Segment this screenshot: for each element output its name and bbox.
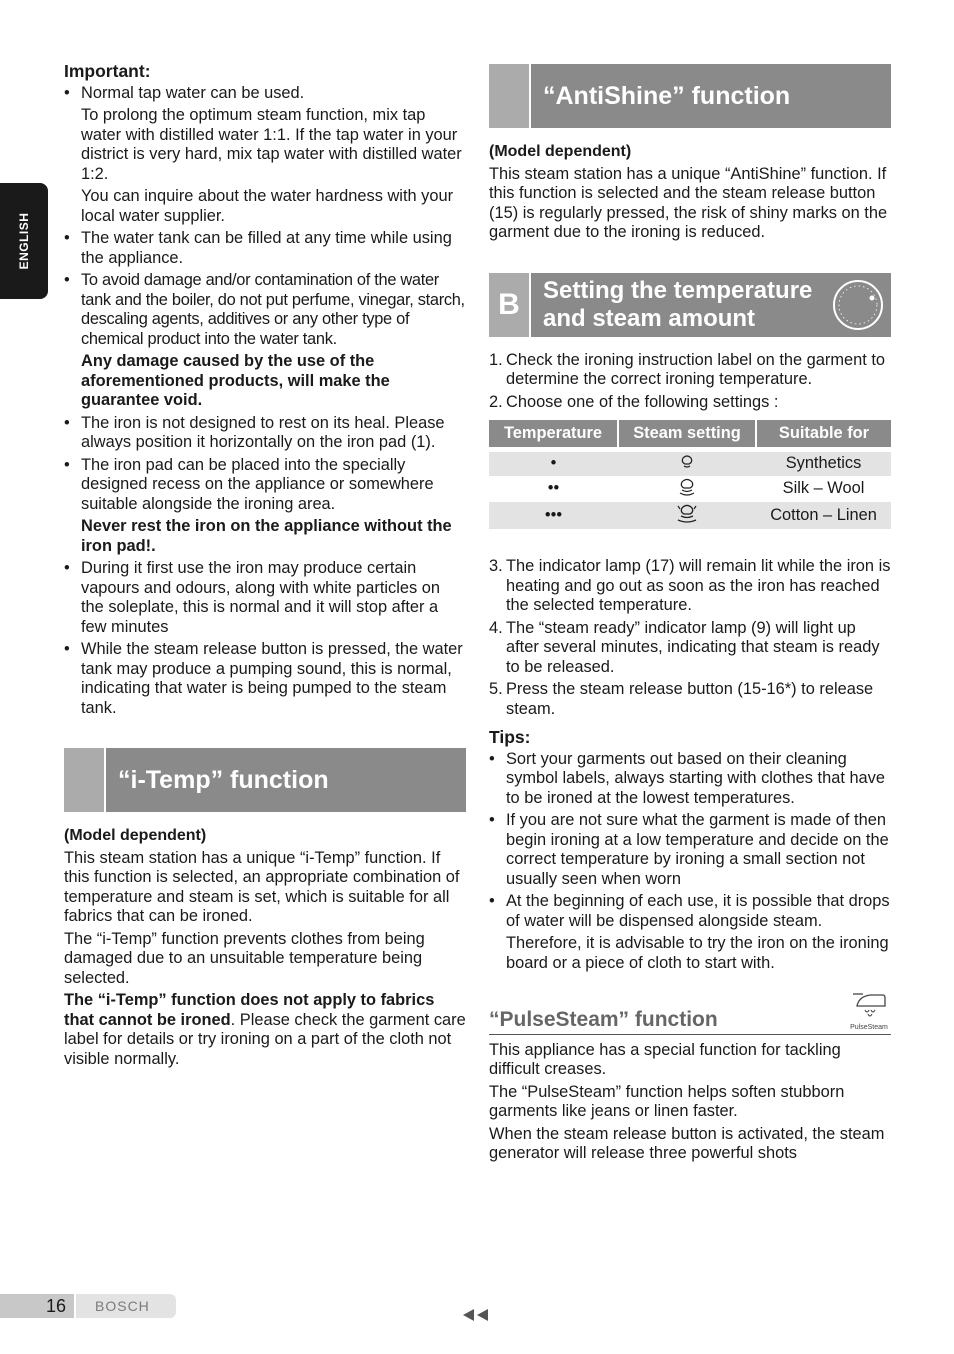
table-row	[489, 502, 891, 530]
important-bullet-3: • To avoid damage and/or contamination of the water tank and the boiler, do not put perfume, vinegar, starch, descaling agents, additives or any other type of chemical product into the water tank.	[64, 271, 466, 349]
temperature-dots: •	[489, 452, 618, 476]
steam-low-icon	[618, 452, 756, 476]
fabric-label: Silk – Wool	[782, 479, 865, 497]
important-bullet-7: • While the steam release button is pressed, the water tank may produce a pumping sound, this is normal, indicating that water is being pumped to the steam tank.	[64, 640, 466, 718]
important-bullet-1-cont-1: To prolong the optimum steam function, mix tap water with distilled water 1:1. If the tap water in your district is very hard, mix tap water with distilled water 1:2.	[81, 106, 462, 183]
settings-table	[489, 420, 891, 529]
column-header-temperature: Temperature	[489, 420, 618, 447]
section-letter: B	[489, 273, 529, 337]
important-heading: Important:	[64, 61, 151, 81]
fabric-label: Synthetics	[756, 452, 891, 476]
setting-step-1: 1. Check the ironing instruction label on the garment to determine the correct ironing temperature.	[489, 350, 886, 388]
banner-square	[489, 64, 529, 128]
setting-banner	[489, 273, 891, 337]
important-bullet-5: • The iron pad can be placed into the specially designed recess on the appliance or somewhere suitable alongside the ironing area.	[64, 456, 466, 515]
language-label: ENGLISH	[17, 212, 31, 270]
pulsesteam-icon-label: PulseSteam	[850, 1023, 888, 1031]
antishine-title: “AntiShine” function	[543, 82, 791, 110]
itemp-paragraph-2: The “i-Temp” function prevents clothes from being damaged due to an unsuitable temperature being selected.	[64, 929, 425, 987]
left-column	[64, 62, 466, 1072]
important-bullet-1: • Normal tap water can be used.	[64, 84, 466, 104]
table-row	[489, 476, 891, 502]
right-column	[489, 64, 891, 1167]
antishine-model-dependent: (Model dependent)	[489, 143, 632, 160]
banner-square	[64, 748, 104, 812]
pulsesteam-heading-row	[489, 990, 891, 1035]
itemp-model-dependent: (Model dependent)	[64, 827, 207, 844]
tip-3-cont: Therefore, it is advisable to try the iron on the ironing board or a piece of cloth to start with.	[506, 934, 889, 972]
column-header-steam-setting: Steam setting	[618, 420, 756, 447]
setting-title: Setting the temperature and steam amount	[543, 276, 813, 332]
table-row	[489, 452, 891, 476]
important-bullet-1-cont-2: You can inquire about the water hardness with your local water supplier.	[81, 187, 454, 225]
tip-1: • Sort your garments out based on their cleaning symbol labels, always starting with clothes that have to be ironed at the lowest temperatures.	[489, 750, 891, 809]
setting-step-4: 4. The “steam ready” indicator lamp (9) will light up after several minutes, indicating that steam is ready to be released.	[489, 618, 880, 676]
setting-step-2: 2. Choose one of the following settings :	[489, 392, 779, 411]
setting-step-3: 3. The indicator lamp (17) will remain lit while the iron is heating and go out as soon as the iron has reached the selected temperature.	[489, 557, 891, 614]
itemp-paragraph-3: The “i-Temp” function does not apply to fabrics that cannot be ironed. Please check the garment care label for details or try ironing on a part of the cloth not visible normally.	[64, 991, 466, 1068]
itemp-title: “i-Temp” function	[118, 766, 329, 794]
important-bullet-4: • The iron is not designed to rest on its heal. Please always position it horizontally on the iron pad (1).	[64, 414, 466, 453]
antishine-banner	[489, 64, 891, 128]
pulsesteam-paragraph-2: The “PulseSteam” function helps soften stubborn garments like jeans or linen faster.	[489, 1082, 845, 1120]
steam-high-icon	[618, 502, 756, 530]
itemp-banner	[64, 748, 466, 812]
brand-label: BOSCH	[76, 1294, 176, 1318]
tip-2: • If you are not sure what the garment is made of then begin ironing at a low temperature and decide on the correct temperature by ironing a small section not usually seen when worn	[489, 811, 891, 889]
important-bullet-2: • The water tank can be filled at any time while using the appliance.	[64, 229, 466, 268]
important-bullet-5-warning: Never rest the iron on the appliance without the iron pad!.	[81, 517, 452, 555]
steam-medium-icon	[618, 476, 756, 502]
tips-heading: Tips:	[489, 727, 531, 747]
itemp-paragraph-1: This steam station has a unique “i-Temp” function. If this function is selected, an appropriate combination of temperature and steam is set, which is suitable for all fabrics that can be ironed.	[64, 848, 460, 925]
pulsesteam-paragraph-1: This appliance has a special function for tackling difficult creases.	[489, 1040, 841, 1078]
previous-page-icon[interactable]	[462, 1308, 490, 1322]
pulsesteam-title: “PulseSteam” function	[489, 1007, 718, 1031]
temperature-dots: •••	[489, 502, 618, 530]
pulsesteam-icon	[847, 990, 891, 1032]
page-number: 16	[0, 1294, 74, 1318]
antishine-paragraph: This steam station has a unique “AntiShine” function. If this function is selected and the steam release button (15) is regularly pressed, the risk of shiny marks on the garment due to the ironing is reduced.	[489, 164, 888, 241]
tip-3: • At the beginning of each use, it is possible that drops of water will be dispensed alongside steam.	[489, 892, 891, 931]
language-tab	[0, 183, 48, 299]
fabric-label: Cotton – Linen	[756, 502, 891, 530]
temperature-dots: ••	[547, 479, 560, 497]
temperature-dial-icon	[831, 278, 885, 332]
important-bullet-6: • During it first use the iron may produce certain vapours and odours, along with white particles on the soleplate, this is normal and it will stop after a few minutes	[64, 559, 466, 637]
pulsesteam-paragraph-3: When the steam release button is activated, the steam generator will release three powerful shots	[489, 1124, 885, 1162]
setting-step-5: 5. Press the steam release button (15-16*) to release steam.	[489, 680, 874, 718]
important-bullet-3-warning: Any damage caused by the use of the aforementioned products, will make the guarantee void.	[81, 352, 390, 409]
column-header-suitable-for: Suitable for	[756, 420, 891, 447]
